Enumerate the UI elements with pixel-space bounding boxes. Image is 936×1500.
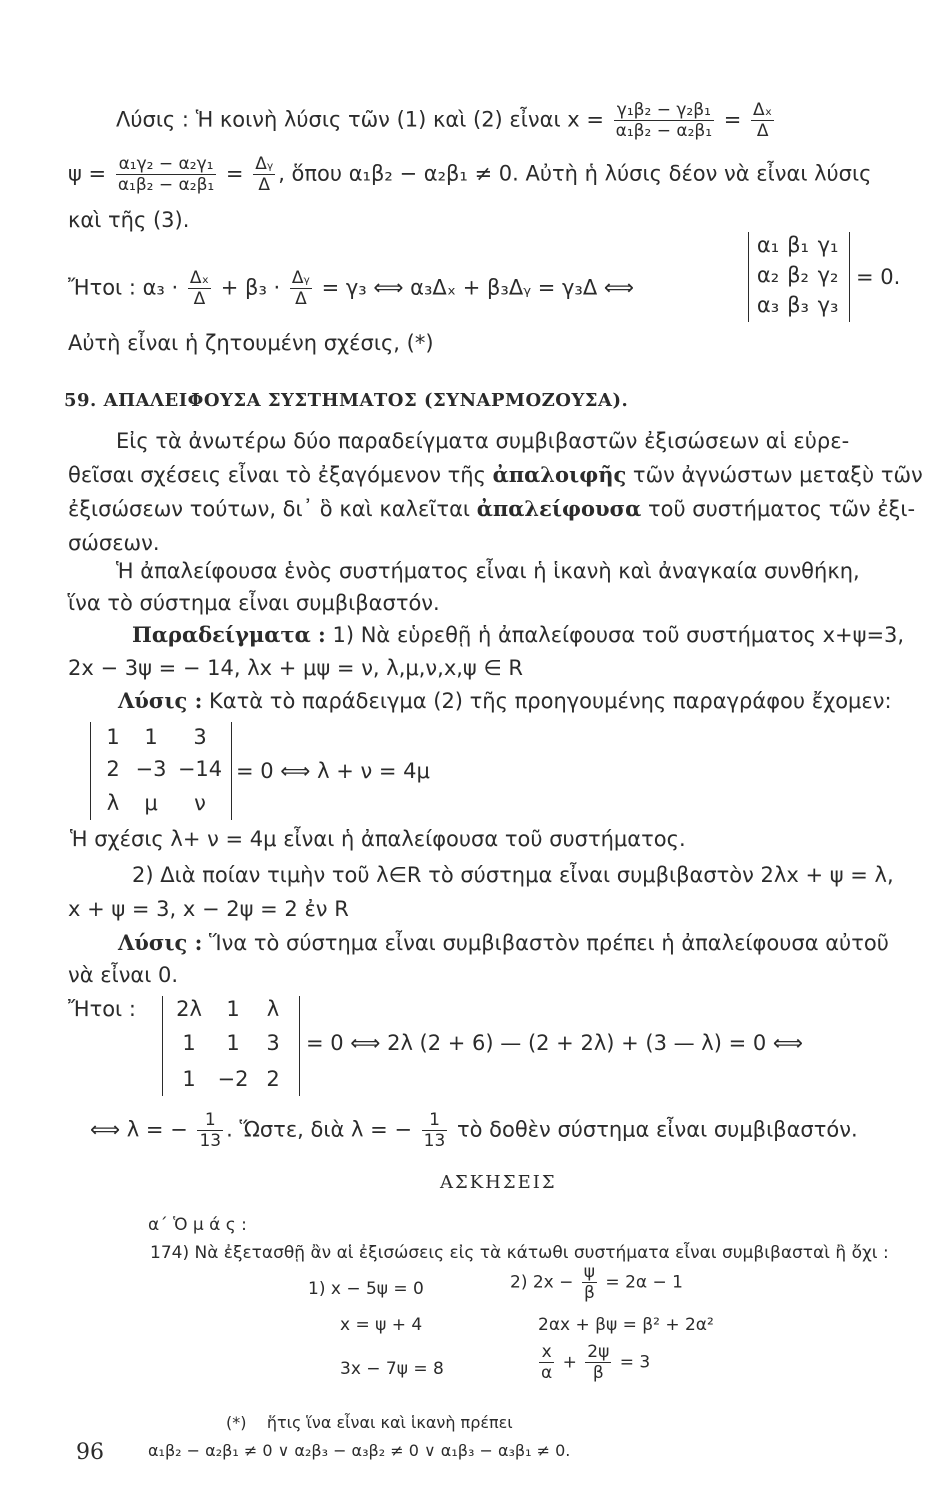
page-number: 96 [76, 1440, 104, 1465]
paragraph-line [68, 496, 915, 522]
example1-result: Ἡ σχέσις λ+ ν = 4μ εἶναι ἡ ἀπαλείφουσα τοῦ συστήματος. [70, 827, 686, 851]
section-title: ΑΠΑΛΕΙΦΟΥΣΑ ΣΥΣΤΗΜΑΤΟΣ (ΣΥΝΑΡΜΟΖΟΥΣΑ). [103, 390, 629, 411]
text-run: = 3 [619, 1352, 651, 1373]
final-fraction-2 [422, 1110, 448, 1151]
text-run: θεῖσαι σχέσεις εἶναι τὸ ἐξαγόμενον τῆς [68, 463, 493, 487]
frac-dx-den: Δ [193, 289, 206, 309]
example1-line-1 [132, 622, 904, 648]
psi-over-beta [582, 1262, 597, 1303]
frac-dy-num: Δᵧ [291, 268, 310, 288]
example1-text: 1) Νὰ εὑρεθῇ ἡ ἀπαλείφουσα τοῦ συστήματος x+ψ=3, [325, 623, 905, 647]
example2-det-equals: = 0 ⟺ 2λ (2 + 6) — (2 + 2λ) + (3 — λ) = 0 ⟺ [306, 1031, 803, 1055]
det-cell: γ₃ [817, 293, 839, 317]
final-hoste: . Ὥστε, διὰ λ = − [226, 1117, 412, 1142]
y-numerator: α₁γ₂ − α₂γ₁ [116, 154, 216, 175]
footnote-mark: (*) [226, 1413, 247, 1432]
frac-dy [290, 268, 312, 309]
equation-rest: = γ₃ ⟺ α₃Δₓ + β₃Δᵧ = γ₃Δ ⟺ [321, 275, 634, 300]
text-run: 2) 2x − [510, 1272, 574, 1293]
fraction-den: α [541, 1363, 553, 1383]
frac-dx-num: Δₓ [189, 268, 210, 288]
text-run: ἐξισώσεων τούτων, δι᾽ ὃ καὶ καλεῖται [68, 497, 477, 521]
solution-lead: Λύσις : [118, 930, 203, 955]
determinant-example2 [162, 996, 300, 1096]
final-lambda: ⟺ λ = − [90, 1117, 188, 1142]
y-continuation: , ὅπου α₁β₂ − α₂β₁ ≠ 0. Αὐτὴ ἡ λύσις δέον νὰ εἶναι λύσις [278, 161, 872, 186]
solution-line-2: ψ = $\frac{\text{α₁γ₂ − α₂γ₁}}{\text{α₁β₂ − α₂β₁}}$ = $\frac{\text{Δᵧ}}{\Delta}$ , ὅπου α₁β₂ − α₂β₁ ≠ 0. Αὐτὴ ἡ λύσις δέον νὰ εἶναι λύσις [68, 154, 872, 195]
det-cell: λ [266, 997, 280, 1021]
footnote-line-1 [226, 1410, 513, 1436]
paragraph-line: ἵνα τὸ σύστημα εἶναι συμβιβαστόν. [68, 591, 440, 615]
system1-eq3: 3x − 7ψ = 8 [340, 1359, 444, 1379]
fraction-num: 1 [422, 1110, 448, 1131]
bold-term: ἀπαλείφουσα [476, 496, 642, 521]
fraction-num: 2ψ [587, 1342, 610, 1362]
plus-beta: + β₃ · [220, 275, 281, 300]
determinant-example1 [90, 722, 232, 820]
paragraph-line: σώσεων. [68, 531, 160, 555]
example2-line-2: x + ψ = 3, x − 2ψ = 2 ἐν R [68, 897, 349, 921]
examples-lead: Παραδείγματα : [132, 622, 326, 647]
example2-solution [118, 930, 889, 956]
det-cell: β₂ [787, 263, 809, 287]
paragraph-line: Εἰς τὰ ἀνωτέρω δύο παραδείγματα συμβιβαστῶν ἐξισώσεων αἱ εὑρε- [116, 429, 850, 453]
determinant-abc [748, 232, 850, 322]
example2-solution-line-2: νὰ εἶναι 0. [68, 963, 179, 987]
system2-eq2: 2αx + βψ = β² + 2α² [538, 1315, 714, 1335]
text-run: τῶν ἀγνώστων μεταξὺ τῶν [626, 463, 923, 487]
dy-fraction [253, 154, 275, 195]
det-cell: −3 [135, 757, 167, 781]
det-cell: 1 [182, 1031, 196, 1055]
dx-denominator: Δ [756, 121, 769, 141]
system1-eq1: 1) x − 5ψ = 0 [308, 1279, 424, 1299]
exercise-174: 174) Νὰ ἐξετασθῇ ἂν αἱ ἐξισώσεις εἰς τὰ κάτωθι συστήματα εἶναι συμβιβασταὶ ἢ ὄχι : [150, 1243, 889, 1263]
fraction-den: 13 [199, 1131, 222, 1151]
det-cell: β₁ [787, 233, 809, 257]
det-cell: 2λ [176, 997, 202, 1021]
2psi-over-beta [585, 1342, 611, 1383]
dy-numerator: Δᵧ [255, 154, 274, 174]
fraction-num: ψ [583, 1262, 596, 1282]
solution-equation [68, 268, 634, 309]
det-cell: γ₁ [817, 233, 839, 257]
dy-denominator: Δ [258, 175, 271, 195]
det-cell: 2 [106, 757, 120, 781]
frac-dx [188, 268, 211, 309]
solution-conclusion: Αὐτὴ εἶναι ἡ ζητουμένη σχέσις, (*) [68, 331, 434, 355]
example1-line-2: 2x − 3ψ = − 14, λx + μψ = ν, λ,μ,ν,x,ψ ∈ R [68, 656, 524, 680]
det-cell: α₁ [756, 233, 780, 257]
section-heading [64, 388, 628, 414]
det-cell: 3 [193, 725, 207, 749]
paragraph-line [68, 462, 923, 488]
dx-numerator: Δₓ [753, 100, 773, 120]
det-cell: ν [194, 791, 206, 815]
footnote-condition: α₁β₂ − α₂β₁ ≠ 0 ∨ α₂β₃ − α₃β₂ ≠ 0 ∨ α₁β₃ − α₃β₁ ≠ 0. [148, 1441, 571, 1460]
determinant-equals: = 0. [856, 265, 901, 289]
x-over-alpha [539, 1342, 554, 1383]
det-cell: 1 [106, 725, 120, 749]
fraction-den: β [583, 1283, 595, 1303]
det-cell: μ [144, 791, 158, 815]
fraction-num: x [539, 1342, 554, 1363]
y-fraction [116, 154, 216, 195]
det-cell: 3 [266, 1031, 280, 1055]
fraction-den: 13 [423, 1131, 446, 1151]
example2-htoi: Ἤτοι : [68, 997, 136, 1021]
x-denominator: α₁β₂ − α₂β₁ [615, 121, 713, 141]
section-number: 59. [64, 390, 97, 411]
paragraph-line: Ἡ ἀπαλείφουσα ἑνὸς συστήματος εἶναι ἡ ἱκανὴ καὶ ἀναγκαία συνθήκη, [116, 559, 860, 583]
example1-solution [118, 688, 892, 714]
example1-det-equals: = 0 ⟺ λ + ν = 4μ [236, 759, 430, 783]
text-run: τοῦ συστήματος τῶν ἐξι- [641, 497, 916, 521]
footnote-text: ἥτις ἵνα εἶναι καὶ ἱκανὴ πρέπει [266, 1413, 513, 1432]
final-fraction [197, 1110, 223, 1151]
solution-text: Ἡ κοινὴ λύσις τῶν (1) καὶ (2) εἶναι x = [189, 107, 604, 132]
fraction-den: β [592, 1363, 604, 1383]
x-numerator: γ₁β₂ − γ₂β₁ [614, 100, 714, 121]
exercises-group: α΄ Ὁ μ ά ς : [148, 1215, 247, 1235]
solution-lead: Λύσις : [118, 688, 203, 713]
det-cell: λ [106, 791, 120, 815]
text-run: = 2α − 1 [605, 1272, 683, 1293]
det-cell: 2 [266, 1067, 280, 1091]
det-cell: −2 [217, 1067, 249, 1091]
bold-term: ἀπαλοιφῆς [492, 462, 627, 487]
exercises-title: ΑΣΚΗΣΕΙΣ [440, 1172, 557, 1193]
det-cell: 1 [226, 997, 240, 1021]
y-lhs: ψ = [68, 161, 107, 186]
det-cell: 1 [182, 1067, 196, 1091]
final-conclusion: τὸ δοθὲν σύστημα εἶναι συμβιβαστόν. [450, 1117, 858, 1142]
solution-lead: Λύσις : [116, 107, 190, 132]
example2-line-1: 2) Διὰ ποίαν τιμὴν τοῦ λ∈R τὸ σύστημα εἶναι συμβιβαστὸν 2λx + ψ = λ, [132, 863, 894, 887]
system2-eq3 [536, 1342, 650, 1383]
htoi-label: Ἤτοι : α₃ · [68, 275, 179, 300]
solution-text: Κατὰ τὸ παράδειγμα (2) τῆς προηγουμένης παραγράφου ἔχομεν: [202, 689, 892, 713]
system2-eq1 [510, 1262, 683, 1303]
dx-fraction [751, 100, 774, 141]
det-cell: β₃ [787, 293, 809, 317]
det-cell: α₂ [756, 263, 780, 287]
solution-line-1: Λύσις : Ἡ κοινὴ λύσις τῶν (1) καὶ (2) εἶναι x = $\frac{\text{γ₁β₂ − γ₂β₁}}{\text{α₁β₂ − α₂β₁}}$ = $\frac{\text{Δₓ}}{\Delta}$ [116, 100, 773, 141]
det-cell: γ₂ [817, 263, 839, 287]
example2-final [90, 1110, 858, 1151]
det-cell: α₃ [756, 293, 780, 317]
solution-line-3: καὶ τῆς (3). [68, 208, 190, 232]
det-cell: 1 [144, 725, 158, 749]
system1-eq2: x = ψ + 4 [340, 1315, 423, 1335]
det-cell: −14 [177, 757, 223, 781]
text-run: + [562, 1352, 577, 1373]
det-cell: 1 [226, 1031, 240, 1055]
frac-dy-den: Δ [295, 289, 307, 309]
x-fraction [614, 100, 714, 141]
fraction-num: 1 [197, 1110, 223, 1131]
y-denominator: α₁β₂ − α₂β₁ [117, 175, 215, 195]
solution-text: Ἵνα τὸ σύστημα εἶναι συμβιβαστὸν πρέπει ἡ ἀπαλείφουσα αὐτοῦ [202, 931, 889, 955]
